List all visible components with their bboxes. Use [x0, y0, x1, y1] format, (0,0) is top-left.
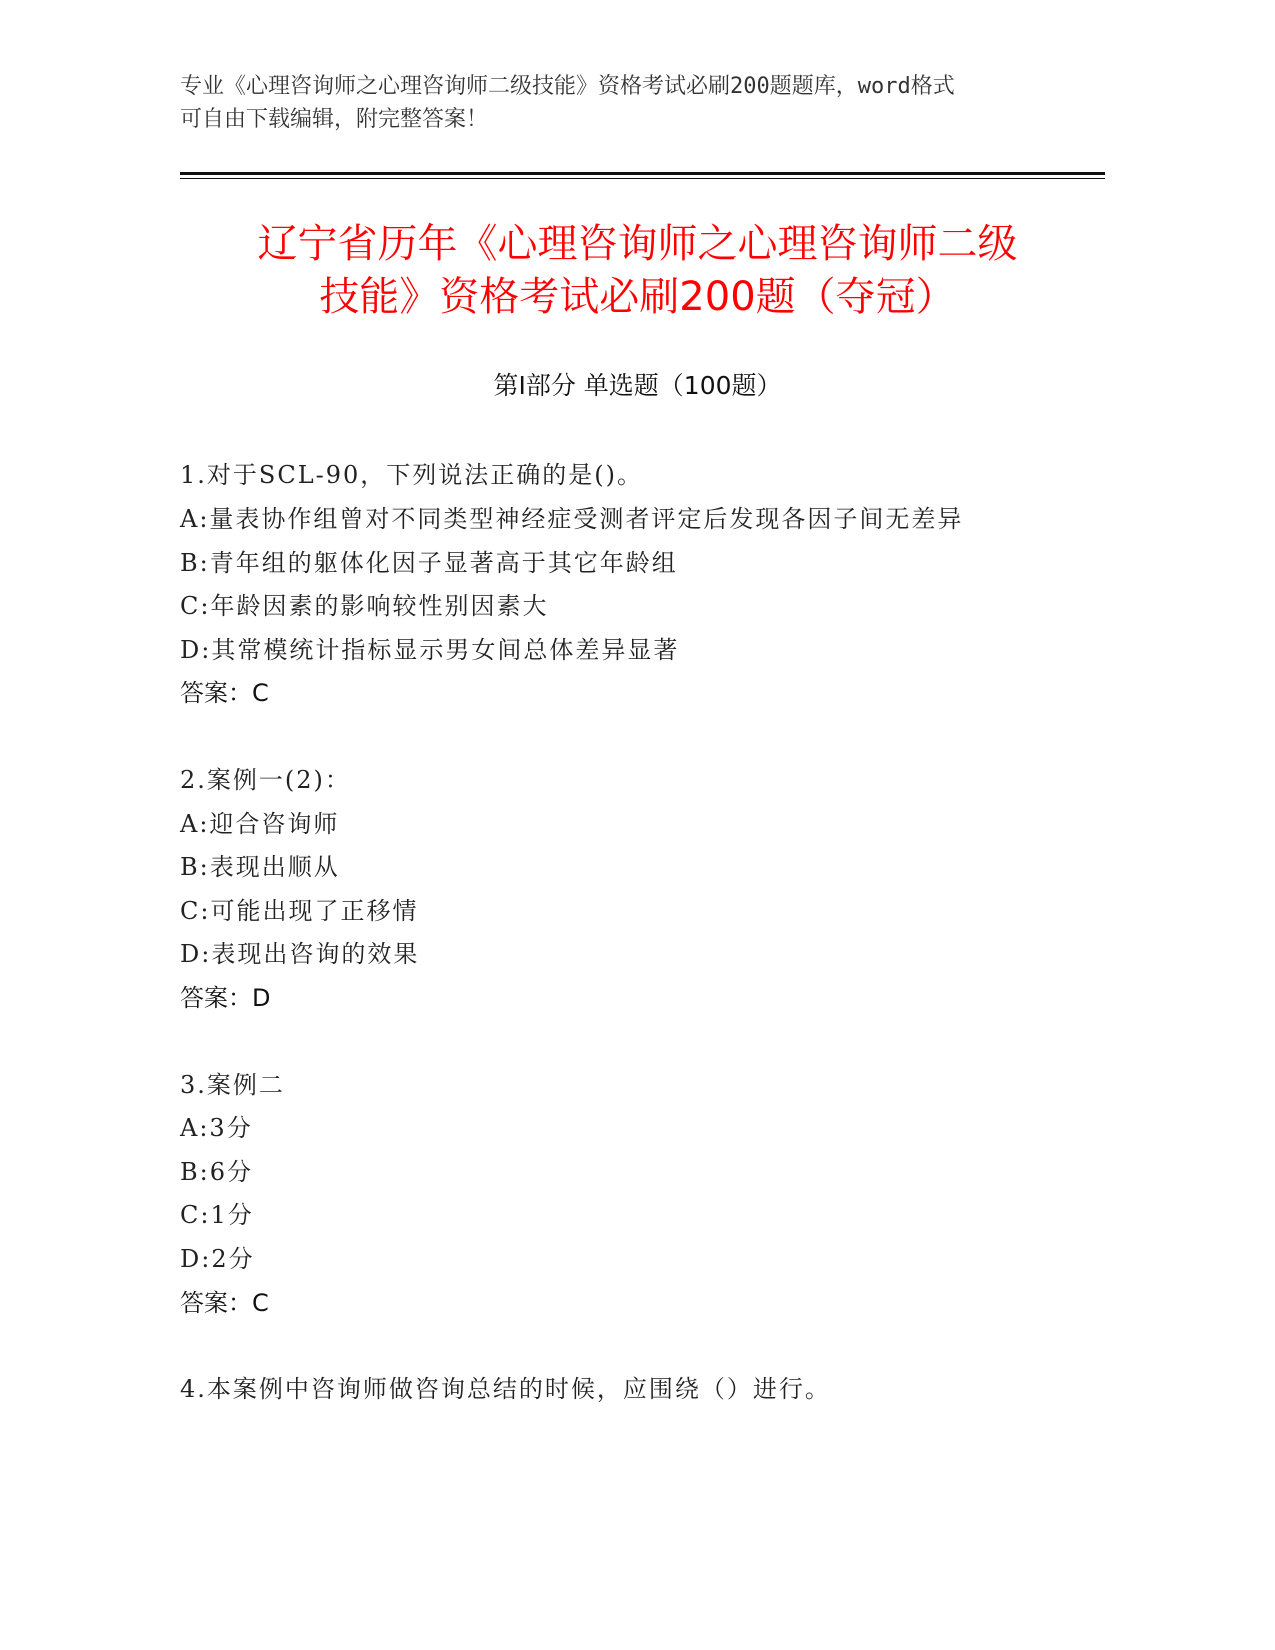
document-title — [150, 218, 1125, 324]
question-3-option-c: C:1分 — [180, 1201, 254, 1229]
page-header — [180, 70, 1060, 136]
document-title-line-2: 技能》资格考试必刷200题（夺冠） — [319, 274, 956, 320]
question-2-option-d: D:表现出咨询的效果 — [180, 940, 420, 968]
question-1-option-c: C:年龄因素的影响较性别因素大 — [180, 592, 549, 620]
question-3-option-d: D:2分 — [180, 1245, 255, 1273]
question-2-option-c: C:可能出现了正移情 — [180, 897, 419, 925]
question-3-stem: 3.案例二 — [180, 1071, 285, 1099]
question-3-option-a: A:3分 — [180, 1114, 253, 1142]
question-2-stem: 2.案例一(2)： — [180, 766, 351, 794]
question-2-option-b: B:表现出顺从 — [180, 853, 340, 881]
question-4-stem: 4.本案例中咨询师做咨询总结的时候，应围绕（）进行。 — [180, 1375, 831, 1403]
question-1-option-d: D:其常模统计指标显示男女间总体差异显著 — [180, 636, 680, 664]
question-1-answer: 答案：C — [180, 679, 269, 707]
document-title-line-1: 辽宁省历年《心理咨询师之心理咨询师二级 — [257, 221, 1018, 267]
header-line-2: 可自由下载编辑，附完整答案！ — [180, 107, 489, 132]
question-3-option-b: B:6分 — [180, 1158, 253, 1186]
header-line-1: 专业《心理咨询师之心理咨询师二级技能》资格考试必刷200题题库，word格式 — [180, 74, 955, 99]
question-3-answer: 答案：C — [180, 1289, 269, 1317]
question-1-stem: 1.对于SCL-90，下列说法正确的是()。 — [180, 461, 644, 489]
question-1-option-b: B:青年组的躯体化因子显著高于其它年龄组 — [180, 549, 678, 577]
header-divider-thin — [180, 178, 1105, 179]
header-divider-thick — [180, 172, 1105, 175]
question-1-option-a: A:量表协作组曾对不同类型神经症受测者评定后发现各因子间无差异 — [180, 505, 964, 533]
question-2-answer: 答案：D — [180, 984, 271, 1012]
section-title: 第Ⅰ部分 单选题（100题） — [493, 371, 782, 400]
question-2-option-a: A:迎合咨询师 — [180, 810, 340, 838]
